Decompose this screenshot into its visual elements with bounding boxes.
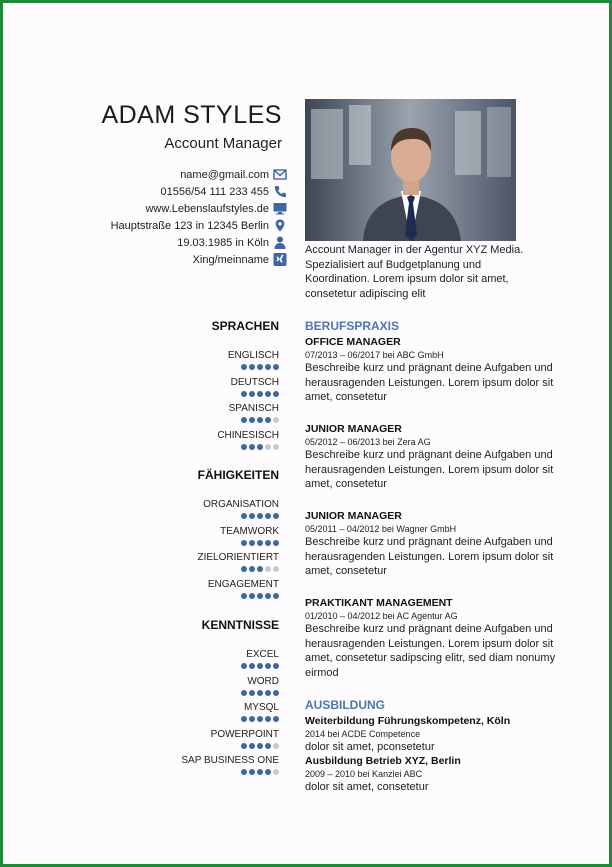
kenntnisse-list [119,648,279,781]
contact-website[interactable]: www.Lebenslaufstyles.de [47,200,287,217]
filled-dot-icon [257,743,263,749]
skill-row: DEUTSCH [119,376,279,403]
filled-dot-icon [273,663,279,669]
skill-row: MYSQL [119,701,279,728]
filled-dot-icon [257,769,263,775]
filled-dot-icon [249,444,255,450]
skill-level-dots [119,769,279,775]
job-entry: JUNIOR MANAGER 05/2011 – 04/2012 bei Wagner GmbH Beschreibe kurz und prägnant deine Aufgaben und herausragenden Leistungen. Lorem ipsum dolor sit amet, consetetur [305,510,554,577]
contact-phone[interactable]: 01556/54 111 233 455 [47,183,287,200]
job-entry: OFFICE MANAGER 07/2013 – 06/2017 bei ABC GmbH Beschreibe kurz und prägnant deine Aufgaben und herausragenden Leistungen. Lorem ipsum dolor sit amet, consetetur [305,336,554,403]
skill-row: ENGAGEMENT [119,578,279,605]
kenntnisse-heading: KENNTNISSE [201,618,279,632]
filled-dot-icon [249,540,255,546]
skill-row: ENGLISCH [119,349,279,376]
filled-dot-icon [273,690,279,696]
skill-level-dots [119,663,279,669]
filled-dot-icon [241,513,247,519]
person-icon [272,236,287,250]
filled-dot-icon [257,417,263,423]
empty-dot-icon [273,743,279,749]
empty-dot-icon [265,444,271,450]
empty-dot-icon [273,566,279,572]
filled-dot-icon [241,540,247,546]
filled-dot-icon [265,513,271,519]
filled-dot-icon [249,743,255,749]
berufspraxis-heading: BERUFSPRAXIS [305,319,400,333]
faehigkeiten-heading: FÄHIGKEITEN [197,468,279,482]
filled-dot-icon [265,716,271,722]
skill-level-dots [119,417,279,423]
filled-dot-icon [241,417,247,423]
filled-dot-icon [257,444,263,450]
filled-dot-icon [257,716,263,722]
skill-level-dots [119,716,279,722]
filled-dot-icon [265,743,271,749]
skill-level-dots [119,743,279,749]
education-list [305,715,575,795]
contact-birth: 19.03.1985 in Köln [47,234,287,251]
education-entry: Ausbildung Betrieb XYZ, Berlin 2009 – 2010 bei Kanzlei ABC dolor sit amet, consetetur [305,755,461,793]
xing-icon [272,253,287,267]
filled-dot-icon [249,690,255,696]
education-entry: Weiterbildung Führungskompetenz, Köln 2014 bei ACDE Competence dolor sit amet, pconsetetur [305,715,511,753]
empty-dot-icon [273,769,279,775]
filled-dot-icon [241,391,247,397]
job-entry: JUNIOR MANAGER 05/2012 – 06/2013 bei Zera AG Beschreibe kurz und prägnant deine Aufgaben und herausragenden Leistungen. Lorem ipsum dolor sit amet, consetetur [305,423,554,490]
filled-dot-icon [249,391,255,397]
filled-dot-icon [273,391,279,397]
skill-row: ZIELORIENTIERT [119,551,279,578]
filled-dot-icon [241,716,247,722]
filled-dot-icon [273,364,279,370]
filled-dot-icon [249,364,255,370]
filled-dot-icon [257,513,263,519]
filled-dot-icon [265,663,271,669]
job-entry: PRAKTIKANT MANAGEMENT 01/2010 – 04/2012 bei AC Agentur AG Beschreibe kurz und prägnant deine Aufgaben und herausragenden Leistungen. Lorem ipsum dolor sit amet, consetetur sadipscing elitr, sed diam nonumy eirmod [305,597,556,679]
faehigkeiten-list [119,498,279,604]
filled-dot-icon [273,593,279,599]
sprachen-list [119,349,279,455]
contact-xing[interactable]: Xing/meinname [47,251,287,268]
filled-dot-icon [249,566,255,572]
filled-dot-icon [265,690,271,696]
ausbildung-heading: AUSBILDUNG [305,698,385,712]
skill-level-dots [119,513,279,519]
contact-block [47,166,287,268]
filled-dot-icon [265,540,271,546]
profile-summary: Account Manager in der Agentur XYZ Media. Spezialisiert auf Budgetplanung und Koordination. Lorem ipsum dolor sit amet, consetetur adipiscing elit [305,244,524,300]
skill-level-dots [119,364,279,370]
skill-level-dots [119,444,279,450]
filled-dot-icon [257,690,263,696]
filled-dot-icon [249,513,255,519]
filled-dot-icon [249,663,255,669]
filled-dot-icon [249,593,255,599]
skill-row: ORGANISATION [119,498,279,525]
filled-dot-icon [241,364,247,370]
filled-dot-icon [265,364,271,370]
skill-level-dots [119,690,279,696]
filled-dot-icon [241,593,247,599]
skill-level-dots [119,593,279,599]
skill-row: WORD [119,675,279,702]
profile-photo [305,99,516,241]
filled-dot-icon [257,391,263,397]
filled-dot-icon [257,364,263,370]
phone-icon [272,185,287,199]
filled-dot-icon [241,663,247,669]
filled-dot-icon [273,513,279,519]
filled-dot-icon [257,540,263,546]
filled-dot-icon [273,716,279,722]
filled-dot-icon [241,566,247,572]
filled-dot-icon [241,769,247,775]
filled-dot-icon [273,540,279,546]
location-pin-icon [272,219,287,233]
filled-dot-icon [241,444,247,450]
filled-dot-icon [265,769,271,775]
skill-level-dots [119,566,279,572]
filled-dot-icon [265,417,271,423]
candidate-name: ADAM STYLES [101,101,282,129]
filled-dot-icon [257,593,263,599]
skill-row: EXCEL [119,648,279,675]
filled-dot-icon [257,663,263,669]
filled-dot-icon [249,769,255,775]
candidate-role: Account Manager [164,135,282,152]
skill-row: TEAMWORK [119,525,279,552]
envelope-icon [272,168,287,182]
job-list [305,336,565,684]
skill-level-dots [119,391,279,397]
empty-dot-icon [265,566,271,572]
filled-dot-icon [241,743,247,749]
filled-dot-icon [249,716,255,722]
monitor-icon [272,202,287,216]
skill-level-dots [119,540,279,546]
skill-row: SPANISCH [119,402,279,429]
skill-row: CHINESISCH [119,429,279,456]
filled-dot-icon [257,566,263,572]
contact-email[interactable]: name@gmail.com [47,166,287,183]
empty-dot-icon [273,444,279,450]
filled-dot-icon [265,391,271,397]
empty-dot-icon [273,417,279,423]
filled-dot-icon [241,690,247,696]
filled-dot-icon [249,417,255,423]
sprachen-heading: SPRACHEN [211,319,279,333]
filled-dot-icon [265,593,271,599]
contact-address: Hauptstraße 123 in 12345 Berlin [47,217,287,234]
skill-row: SAP BUSINESS ONE [119,754,279,781]
skill-row: POWERPOINT [119,728,279,755]
